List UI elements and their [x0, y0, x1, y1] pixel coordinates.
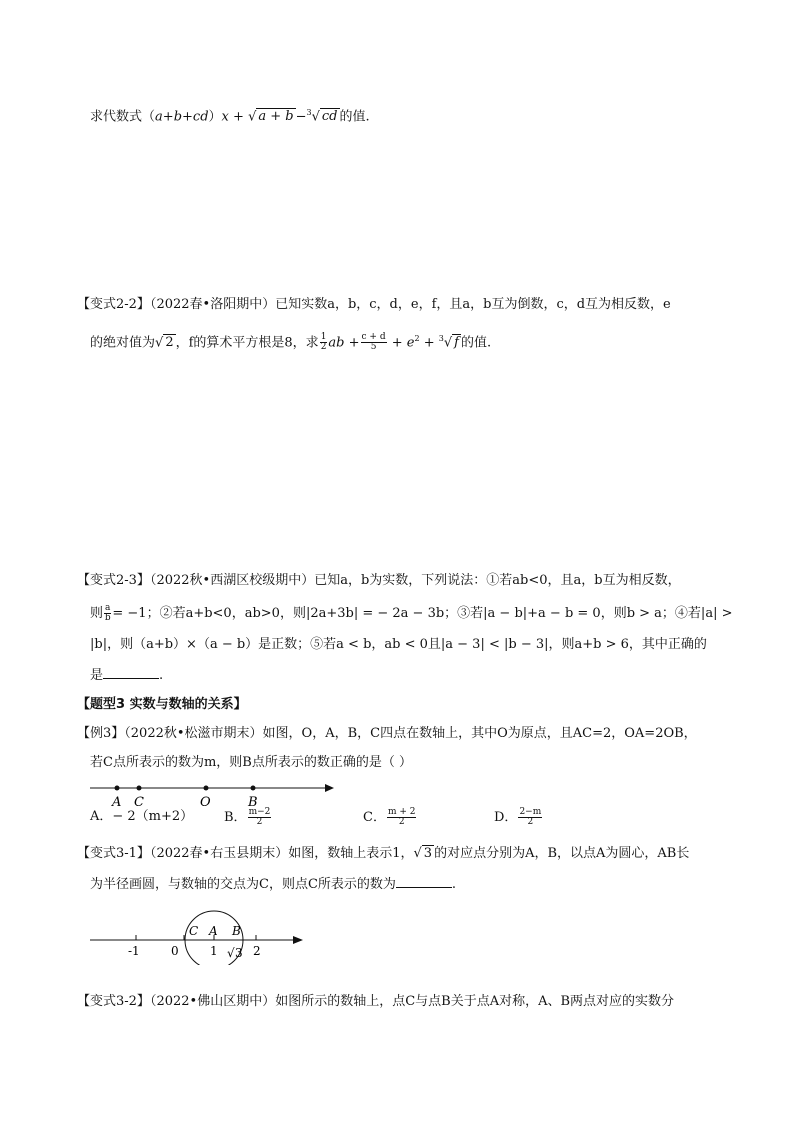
root-index: 3 [438, 334, 444, 343]
tick-label: 1 [210, 944, 218, 958]
text: ab + [328, 335, 360, 351]
option-label: B． [224, 810, 247, 825]
tick-label: -1 [128, 944, 140, 958]
denominator: b [104, 613, 111, 623]
text: x [221, 109, 229, 125]
fraction [518, 808, 542, 827]
text: + [228, 109, 249, 125]
text: ，f的算术平方根是8，求 [175, 335, 319, 351]
variant-tag: 【变式2-3】 [77, 573, 150, 588]
radicand: a + b [258, 109, 294, 125]
denominator: 2 [527, 817, 534, 827]
text: 如图，数轴上表示1， [288, 846, 414, 861]
text: + [419, 335, 439, 351]
text: 为半径画圆，与数轴的交点为C，则点C所表示的数为 [90, 877, 396, 892]
option-c[interactable] [363, 808, 417, 827]
numerator: m + 2 [387, 807, 416, 817]
point-c-dot [137, 786, 142, 791]
point-b-dot [251, 786, 256, 791]
text: ） [208, 109, 222, 125]
fraction [104, 604, 111, 623]
option-a[interactable]: A．− 2（m+2） [90, 809, 194, 824]
variant-2-2-line1 [77, 296, 671, 314]
point-label: A [209, 924, 218, 938]
radicand: 2 [165, 335, 174, 351]
variant-2-3-line2 [90, 604, 732, 623]
text: . [451, 877, 457, 892]
text: + [162, 109, 174, 125]
expression-line: 求代数式（a+b+cd）x + √ a + b −$^3$√ cd 的值. [90, 108, 370, 125]
numerator: c + d [361, 332, 386, 343]
fraction [320, 333, 328, 352]
point-label: C [134, 795, 144, 810]
text: 求代数式（ [90, 109, 156, 125]
denominator: 2 [320, 342, 327, 353]
source: （2022春•右玉县期末） [149, 846, 289, 861]
text: 是 [90, 668, 104, 683]
variant-tag: 【变式3-1】 [77, 846, 150, 861]
radicand: 3 [423, 846, 433, 861]
answer-blank[interactable] [396, 887, 452, 888]
denominator: 2 [398, 817, 405, 827]
text: |b|，则（a+b）×（a − b）是正数；⑤若a < b，ab < 0且|a − 3| < |b − 3|，则a+b > 6，其中正确的 [90, 637, 707, 652]
tick-label: 2 [253, 944, 261, 958]
fraction [387, 808, 417, 827]
variant-3-1-line1: 【变式3-1】（2022春•右玉县期末）如图，数轴上表示1，√ 3 的对应点分别为A，B，以点A为圆心，AB长 [77, 846, 690, 861]
numerator: 2−m [519, 807, 542, 817]
variant-2-3-line4: 是 . [90, 668, 164, 683]
arrow-icon [293, 936, 303, 944]
text: a [155, 109, 163, 125]
option-label: C． [363, 810, 386, 825]
text: cd [192, 109, 209, 125]
text: + [182, 109, 193, 125]
point-a-dot [115, 786, 120, 791]
text: 如图所示的数轴上，点C与点B关于点A对称，A、B两点对应的实数分 [275, 994, 675, 1009]
text: 的值. [460, 335, 492, 351]
text: 的绝对值为 [90, 335, 156, 351]
text: 则 [90, 606, 104, 621]
example-tag: 【例3】 [77, 726, 125, 741]
fraction [361, 333, 387, 352]
point-label: C [189, 924, 199, 938]
tick-label: 0 [171, 944, 179, 958]
option-b[interactable] [224, 808, 272, 827]
variant-tag: 【变式2-2】 [77, 297, 150, 312]
text: 的值. [339, 109, 370, 125]
numerator: 1 [320, 332, 327, 343]
text: − [295, 109, 307, 125]
root-symbol: √ [227, 946, 235, 960]
radicand: cd [321, 109, 338, 125]
option-d[interactable] [494, 808, 543, 827]
point-label: A [112, 795, 122, 810]
section-title: 【题型3 实数与数轴的关系】 [77, 697, 247, 712]
number-line-circle-diagram [88, 905, 313, 965]
source: （2022•佛山区期中） [149, 994, 276, 1009]
text: 若C点所表示的数为m，则B点所表示的数正确的是（ ） [90, 755, 412, 770]
example-3-line1 [77, 725, 697, 743]
denominator: 2 [256, 817, 263, 827]
variant-2-3-line1 [77, 572, 681, 590]
root-index: 3 [306, 108, 312, 117]
option-label: D． [494, 810, 518, 825]
point-label: B [232, 924, 241, 938]
text: 如图，O，A，B，C四点在数轴上，其中O为原点，且AC=2，OA=2OB， [262, 726, 697, 741]
fraction [248, 808, 272, 827]
text: + e [387, 335, 415, 351]
point-label: B [248, 795, 258, 810]
source: （2022秋•松滋市期末） [124, 726, 263, 741]
radicand: f [454, 335, 459, 351]
source: （2022春•洛阳期中） [149, 297, 276, 312]
text: b [173, 109, 183, 125]
arrow-icon [325, 784, 334, 792]
numerator: m−2 [248, 807, 271, 817]
variant-tag: 【变式3-2】 [77, 994, 150, 1009]
variant-3-1-line2 [90, 876, 456, 894]
text: 的对应点分别为A，B，以点A为圆心，AB长 [434, 846, 690, 861]
point-o-dot [204, 786, 209, 791]
text: 已知实数a，b，c，d，e，f，且a，b互为倒数，c，d互为相反数，e [275, 297, 671, 312]
variant-2-3-line3 [90, 636, 707, 654]
source: （2022秋•西湖区校级期中） [149, 573, 315, 588]
text: 已知a，b为实数，下列说法：①若ab<0，且a，b互为相反数， [314, 573, 681, 588]
example-3-line2 [90, 754, 412, 772]
variant-3-2-line1 [77, 993, 674, 1011]
denominator: 5 [370, 342, 377, 353]
answer-blank[interactable] [103, 678, 159, 679]
radicand: 3 [235, 946, 243, 960]
exponent: 2 [414, 334, 420, 343]
point-label: O [200, 795, 211, 810]
variant-2-2-line2: 的绝对值为√ 2 ，f的算术平方根是8，求 $\frac{1}{2}$ ab + $\frac{c + d}{5}$ + $e^2 + ^3√$ f 的值. [90, 332, 492, 353]
text: = −1；②若a+b<0，ab>0，则|2a+3b| = − 2a − 3b；③若|a − b|+a − b = 0，则b > a；④若|a| > [112, 606, 733, 621]
numerator: a [105, 603, 111, 613]
